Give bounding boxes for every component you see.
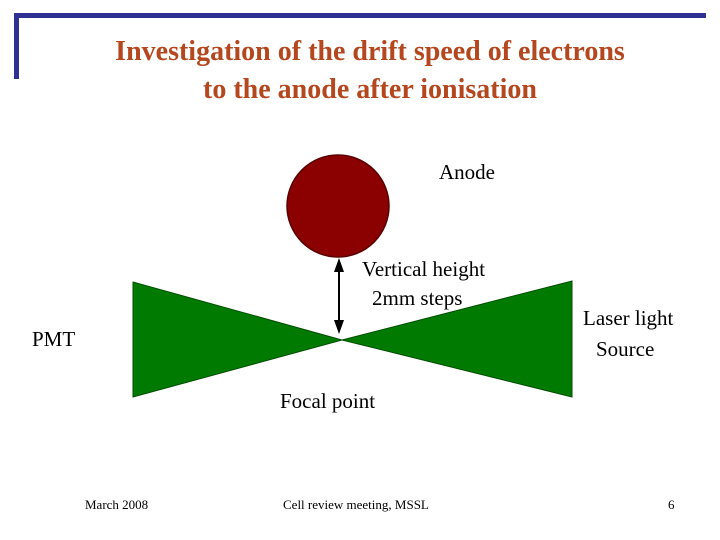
footer-page-number: 6 (668, 497, 675, 512)
vertical-height-label: Vertical height (362, 257, 486, 281)
laser-light-label: Laser light (583, 306, 674, 330)
footer-meeting: Cell review meeting, MSSL (283, 497, 429, 512)
footer-date: March 2008 (85, 497, 149, 512)
arrow-head-up (334, 258, 344, 272)
anode-circle (287, 155, 389, 257)
laser-source-label: Source (596, 337, 655, 361)
laser-beam-left-cone (133, 282, 342, 397)
arrow-head-down (334, 320, 344, 334)
focal-point-label: Focal point (280, 389, 376, 413)
anode-label: Anode (439, 160, 495, 184)
step-size-label: 2mm steps (372, 286, 463, 310)
title-line-1: Investigation of the drift speed of electrons (115, 36, 625, 67)
title-line-2: to the anode after ionisation (203, 74, 537, 105)
pmt-label: PMT (32, 327, 76, 351)
